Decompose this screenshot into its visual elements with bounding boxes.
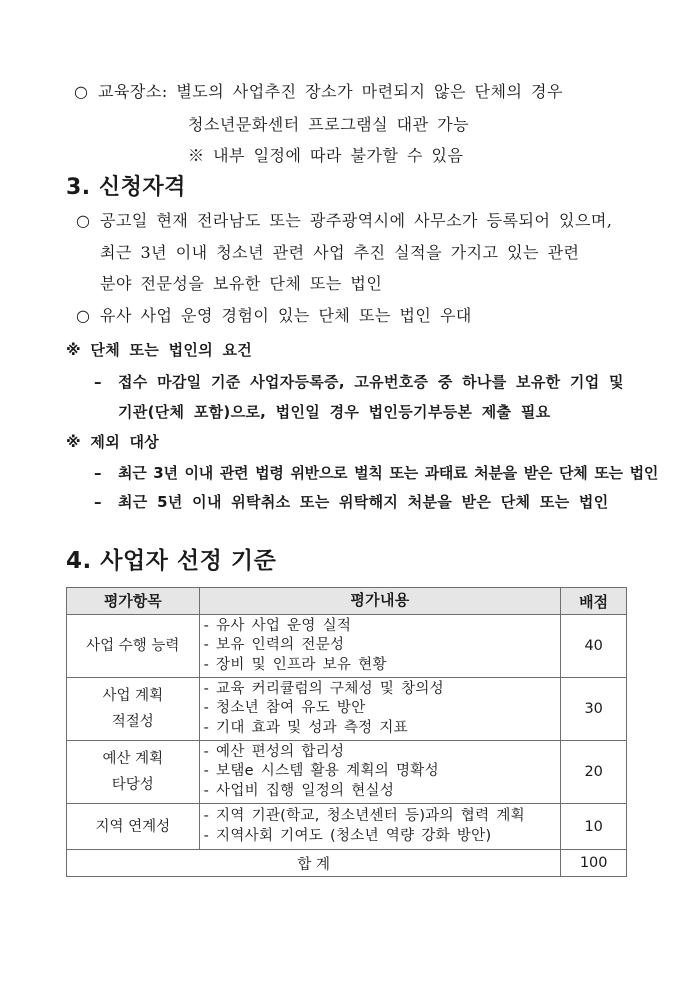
row-score: 10 xyxy=(561,804,627,850)
table-row xyxy=(67,678,627,741)
row-score: 20 xyxy=(561,741,627,804)
dash-bullet-icon: – xyxy=(94,464,102,482)
selection-criteria-table xyxy=(66,587,627,877)
education-place-text: 별도의 사업추진 장소가 마련되지 않은 단체의 경우 xyxy=(176,82,563,101)
education-place-label: 교육장소: xyxy=(98,82,168,101)
education-place-note: ※ 내부 일정에 따라 불가할 수 있음 xyxy=(188,146,464,165)
row-item-name: 사업 수행 능력 xyxy=(67,615,200,678)
total-score: 100 xyxy=(561,850,627,877)
requirement-item-1-line-2: 기관(단체 포함)으로, 법인일 경우 법인등기부등본 제출 필요 xyxy=(118,403,551,421)
eligibility-item-2 xyxy=(76,306,472,326)
exclusion-item-1-text: 최근 3년 이내 관련 법령 위반으로 벌칙 또는 과태료 처분을 받은 단체 또는 법인 xyxy=(118,464,659,482)
row-score: 40 xyxy=(561,615,627,678)
header-score: 배점 xyxy=(561,588,627,615)
circle-bullet-icon: ○ xyxy=(76,306,91,325)
eligibility-item-2-text: 유사 사업 운영 경험이 있는 단체 또는 법인 우대 xyxy=(100,306,472,325)
education-place-item xyxy=(74,82,563,102)
row-content: - 지역 기관(학교, 청소년센터 등)과의 협력 계획 - 지역사회 기여도 (청소년 역량 강화 방안) xyxy=(199,804,561,850)
circle-bullet-icon: ○ xyxy=(76,211,91,230)
requirements-title: ※ 단체 또는 법인의 요건 xyxy=(66,341,253,359)
row-content: - 유사 사업 운영 실적 - 보유 인력의 전문성 - 장비 및 인프라 보유 현황 xyxy=(199,615,561,678)
section-4-title: 4. 사업자 선정 기준 xyxy=(66,548,277,574)
dash-bullet-icon: – xyxy=(94,493,102,511)
section-3-title: 3. 신청자격 xyxy=(66,175,186,200)
total-label: 합 계 xyxy=(67,850,561,877)
row-item-name: 예산 계획 타당성 xyxy=(67,741,200,804)
table-header-row xyxy=(67,588,627,615)
education-place-line2: 청소년문화센터 프로그램실 대관 가능 xyxy=(188,115,470,134)
requirement-item-1-line-1: 접수 마감일 기준 사업자등록증, 고유번호증 중 하나를 보유한 기업 및 xyxy=(118,373,624,391)
eligibility-item-1-line-3: 분야 전문성을 보유한 단체 또는 법인 xyxy=(100,274,383,293)
row-item-name: 사업 계획 적절성 xyxy=(67,678,200,741)
exclusion-item-1 xyxy=(94,463,658,483)
requirement-item-1 xyxy=(94,372,624,392)
row-score: 30 xyxy=(561,678,627,741)
exclusions-title: ※ 제외 대상 xyxy=(66,433,160,451)
row-content: - 교육 커리큘럼의 구체성 및 창의성 - 청소년 참여 유도 방안 - 기대 효과 및 성과 측정 지표 xyxy=(199,678,561,741)
row-item-name: 지역 연계성 xyxy=(67,804,200,850)
header-evaluation-content: 평가내용 xyxy=(199,588,561,615)
dash-bullet-icon: – xyxy=(94,373,102,391)
exclusion-item-2-text: 최근 5년 이내 위탁취소 또는 위탁해지 처분을 받은 단체 또는 법인 xyxy=(118,493,609,511)
row-content: - 예산 편성의 합리성 - 보탬e 시스템 활용 계획의 명확성 - 사업비 집행 일정의 현실성 xyxy=(199,741,561,804)
eligibility-item-1-line-1: 공고일 현재 전라남도 또는 광주광역시에 사무소가 등록되어 있으며, xyxy=(100,211,613,230)
eligibility-item-1-line-2: 최근 3년 이내 청소년 관련 사업 추진 실적을 가지고 있는 관련 xyxy=(100,243,580,262)
header-evaluation-item: 평가항목 xyxy=(67,588,200,615)
table-row xyxy=(67,804,627,850)
circle-bullet-icon: ○ xyxy=(74,82,89,101)
table-total-row xyxy=(67,850,627,877)
eligibility-item-1 xyxy=(76,211,612,231)
table-row xyxy=(67,741,627,804)
exclusion-item-2 xyxy=(94,492,609,512)
table-row xyxy=(67,615,627,678)
